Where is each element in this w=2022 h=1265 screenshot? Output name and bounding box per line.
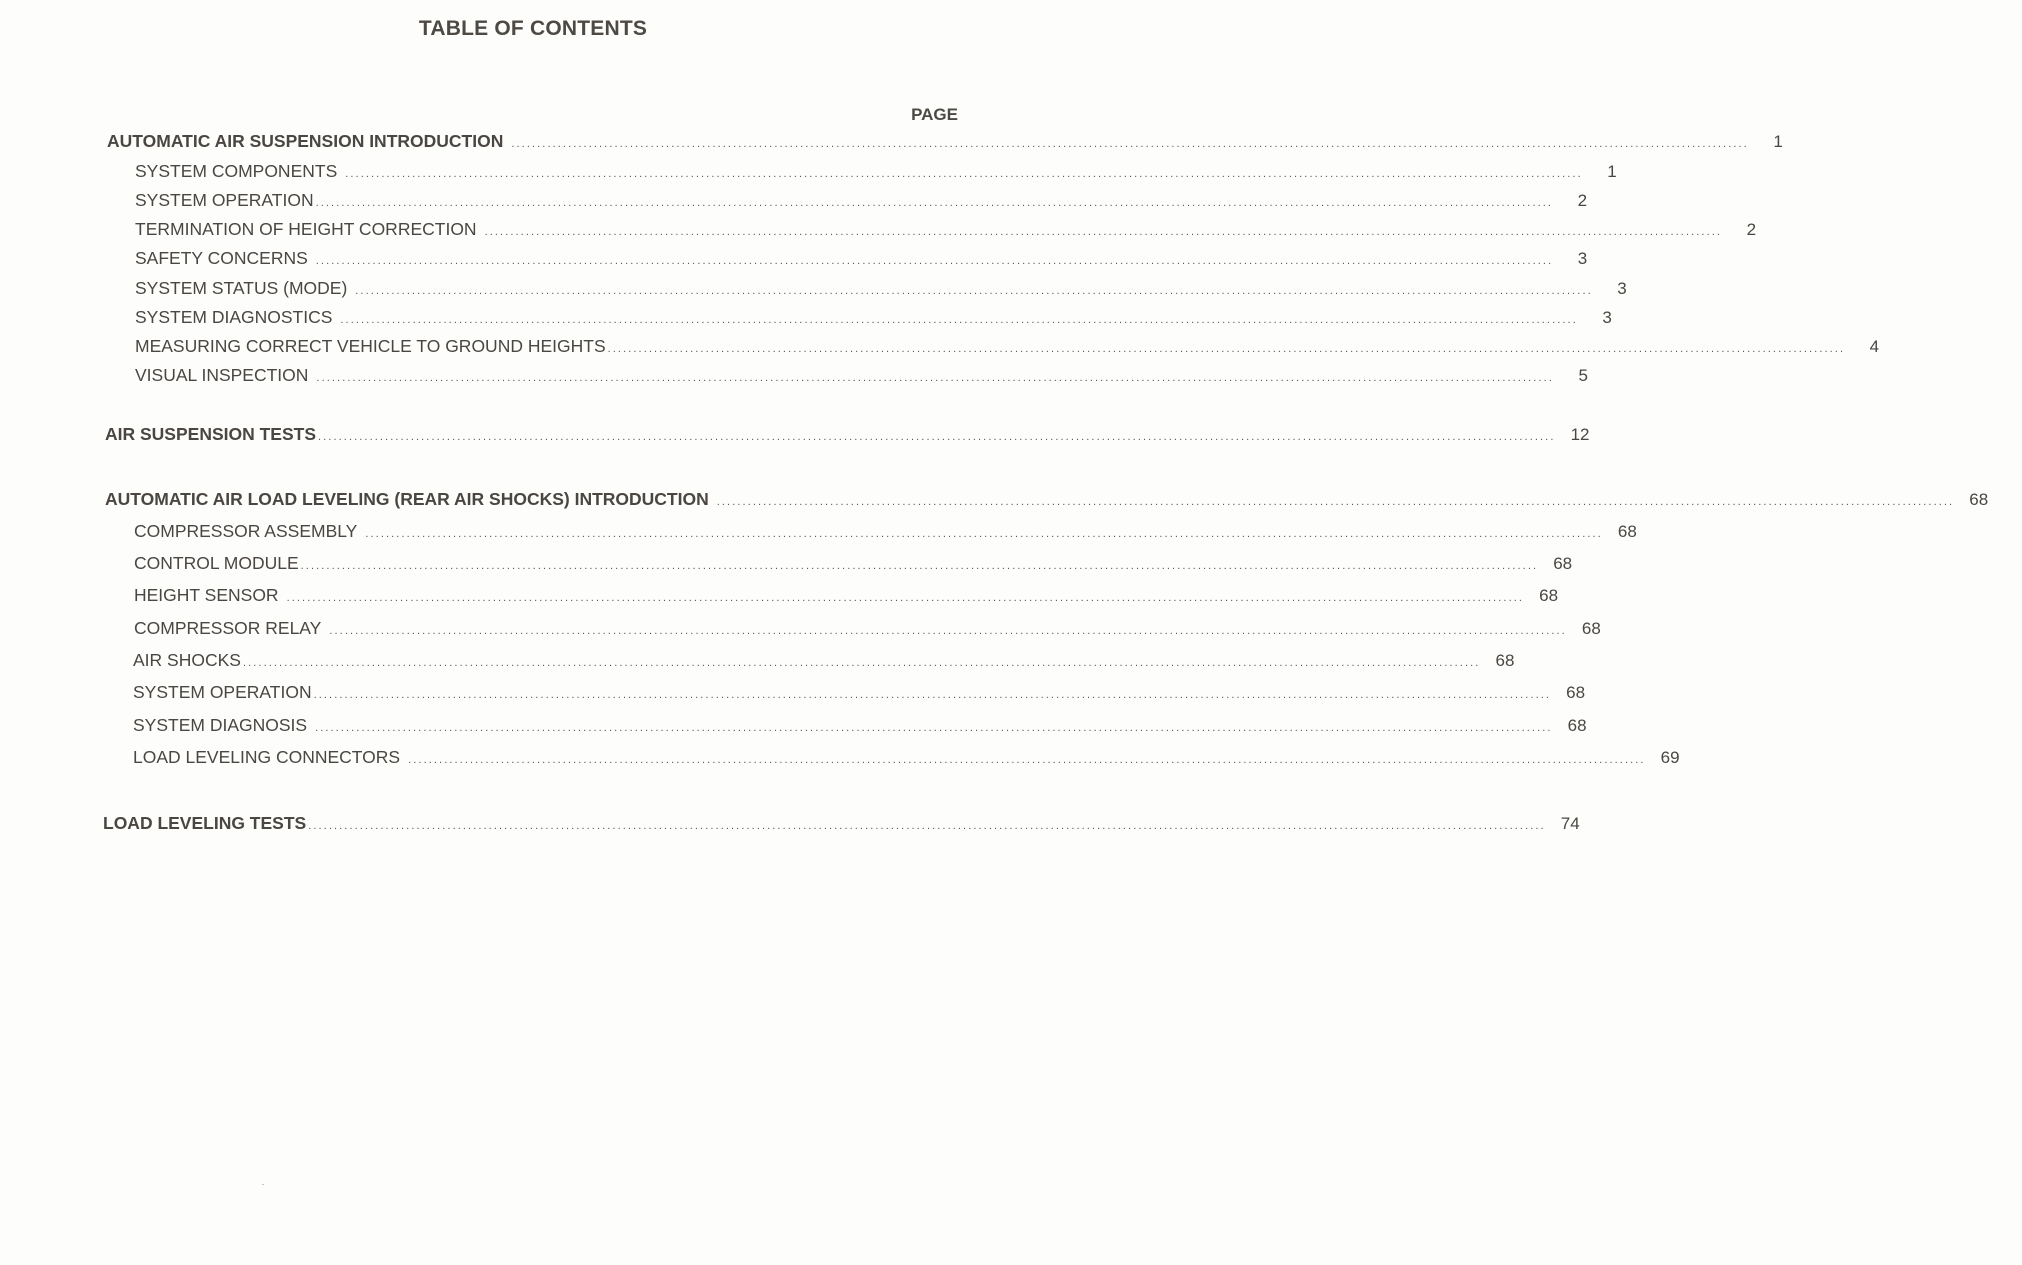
toc-entry-label: SYSTEM OPERATION bbox=[135, 190, 314, 210]
toc-page-number: 68 bbox=[1566, 683, 1586, 702]
toc-entry-label: COMPRESSOR ASSEMBLY bbox=[134, 521, 358, 541]
toc-entry-label: SYSTEM STATUS (MODE) bbox=[135, 278, 348, 298]
toc-page-number: 12 bbox=[1570, 425, 1590, 444]
toc-section-heading[interactable] bbox=[0, 813, 1580, 834]
dot-leader: ................................................................................................................................................................................................................................................ bbox=[329, 625, 1567, 637]
toc-entry-label: MEASURING CORRECT VEHICLE TO GROUND HEIGHTS bbox=[135, 336, 606, 356]
toc-entry-label: SAFETY CONCERNS bbox=[135, 248, 308, 268]
dot-leader: ................................................................................................................................................................................................................................................ bbox=[286, 592, 1525, 604]
toc-section-heading[interactable] bbox=[0, 489, 1989, 510]
dot-leader: ................................................................................................................................................................................................................................................ bbox=[242, 657, 1481, 669]
toc-entry-label: COMPRESSOR RELAY bbox=[134, 618, 322, 638]
toc-entry[interactable] bbox=[0, 365, 1588, 386]
dot-leader: ................................................................................................................................................................................................................................................ bbox=[355, 285, 1593, 297]
dot-leader: ................................................................................................................................................................................................................................................ bbox=[716, 496, 1955, 508]
toc-page-number: 3 bbox=[1577, 249, 1588, 268]
toc-entry[interactable] bbox=[0, 248, 1588, 269]
dot-leader: ................................................................................................................................................................................................................................................ bbox=[315, 197, 1554, 209]
toc-entry-label: TERMINATION OF HEIGHT CORRECTION bbox=[135, 219, 477, 239]
toc-entry[interactable] bbox=[0, 219, 1757, 240]
page-column-header: PAGE bbox=[911, 105, 958, 124]
paper-speck bbox=[262, 1184, 264, 1185]
toc-entry-label: SYSTEM DIAGNOSIS bbox=[133, 715, 308, 735]
toc-section-title: AUTOMATIC AIR LOAD LEVELING (REAR AIR SHOCKS) INTRODUCTION bbox=[105, 489, 709, 509]
toc-page-number: 68 bbox=[1539, 586, 1559, 605]
toc-entry-label: LOAD LEVELING CONNECTORS bbox=[133, 747, 401, 767]
toc-entry-label: SYSTEM COMPONENTS bbox=[135, 161, 338, 181]
toc-entry-label: SYSTEM OPERATION bbox=[133, 682, 312, 702]
toc-page-number: 68 bbox=[1969, 490, 1989, 509]
toc-page-number: 68 bbox=[1495, 651, 1515, 670]
toc-entry-label: AIR SHOCKS bbox=[133, 650, 241, 670]
toc-page-number: 3 bbox=[1602, 308, 1612, 327]
toc-entry[interactable] bbox=[0, 618, 1601, 639]
toc-entry-label: VISUAL INSPECTION bbox=[135, 365, 309, 385]
toc-page-number: 74 bbox=[1560, 814, 1580, 833]
toc-section-heading[interactable] bbox=[0, 424, 1590, 445]
toc-entry[interactable] bbox=[0, 307, 1612, 328]
dot-leader: ................................................................................................................................................................................................................................................ bbox=[316, 372, 1554, 384]
toc-entry-label: SYSTEM DIAGNOSTICS bbox=[135, 307, 333, 327]
toc-section-title: AIR SUSPENSION TESTS bbox=[105, 424, 317, 444]
toc-section-title: AUTOMATIC AIR SUSPENSION INTRODUCTION bbox=[107, 131, 504, 151]
dot-leader: ................................................................................................................................................................................................................................................ bbox=[308, 820, 1546, 832]
dot-leader: ................................................................................................................................................................................................................................................ bbox=[340, 314, 1578, 326]
toc-entry[interactable] bbox=[0, 190, 1588, 211]
toc-entry[interactable] bbox=[0, 161, 1617, 182]
dot-leader: ................................................................................................................................................................................................................................................ bbox=[313, 689, 1552, 701]
toc-page-number: 69 bbox=[1660, 748, 1680, 767]
toc-entry[interactable] bbox=[0, 278, 1627, 299]
toc-page-number: 68 bbox=[1617, 522, 1637, 541]
toc-entry[interactable] bbox=[0, 585, 1559, 606]
toc-page-number: 3 bbox=[1617, 279, 1627, 298]
dot-leader: ................................................................................................................................................................................................................................................ bbox=[511, 138, 1749, 150]
dot-leader: ................................................................................................................................................................................................................................................ bbox=[365, 528, 1603, 540]
toc-entry-label: CONTROL MODULE bbox=[134, 553, 299, 573]
toc-page-number: 68 bbox=[1553, 554, 1573, 573]
toc-entry[interactable] bbox=[0, 715, 1587, 736]
toc-page-number: 68 bbox=[1581, 619, 1601, 638]
dot-leader: ................................................................................................................................................................................................................................................ bbox=[315, 255, 1554, 267]
toc-section-title: LOAD LEVELING TESTS bbox=[103, 813, 307, 833]
dot-leader: ................................................................................................................................................................................................................................................ bbox=[345, 168, 1583, 180]
toc-entry[interactable] bbox=[0, 747, 1680, 768]
dot-leader: ................................................................................................................................................................................................................................................ bbox=[607, 343, 1846, 355]
toc-entry[interactable] bbox=[0, 336, 1880, 357]
dot-leader: ................................................................................................................................................................................................................................................ bbox=[318, 431, 1556, 443]
toc-entry[interactable] bbox=[0, 521, 1637, 542]
dot-leader: ................................................................................................................................................................................................................................................ bbox=[408, 754, 1646, 766]
toc-entry[interactable] bbox=[0, 553, 1573, 574]
dot-leader: ................................................................................................................................................................................................................................................ bbox=[300, 560, 1539, 572]
toc-page-number: 68 bbox=[1567, 716, 1587, 735]
toc-page-number: 2 bbox=[1577, 191, 1588, 210]
toc-page-number: 1 bbox=[1773, 132, 1783, 151]
toc-page-number: 4 bbox=[1869, 337, 1880, 356]
toc-page-number: 5 bbox=[1578, 366, 1588, 385]
dot-leader: ................................................................................................................................................................................................................................................ bbox=[315, 722, 1553, 734]
toc-page-number: 1 bbox=[1607, 162, 1617, 181]
toc-entry-label: HEIGHT SENSOR bbox=[134, 585, 279, 605]
page-title: TABLE OF CONTENTS bbox=[418, 17, 648, 40]
toc-entry[interactable] bbox=[0, 682, 1586, 703]
toc-section-heading[interactable] bbox=[0, 131, 1783, 152]
dot-leader: ................................................................................................................................................................................................................................................ bbox=[484, 226, 1723, 238]
toc-entry[interactable] bbox=[0, 650, 1515, 671]
toc-page-number: 2 bbox=[1746, 220, 1757, 239]
